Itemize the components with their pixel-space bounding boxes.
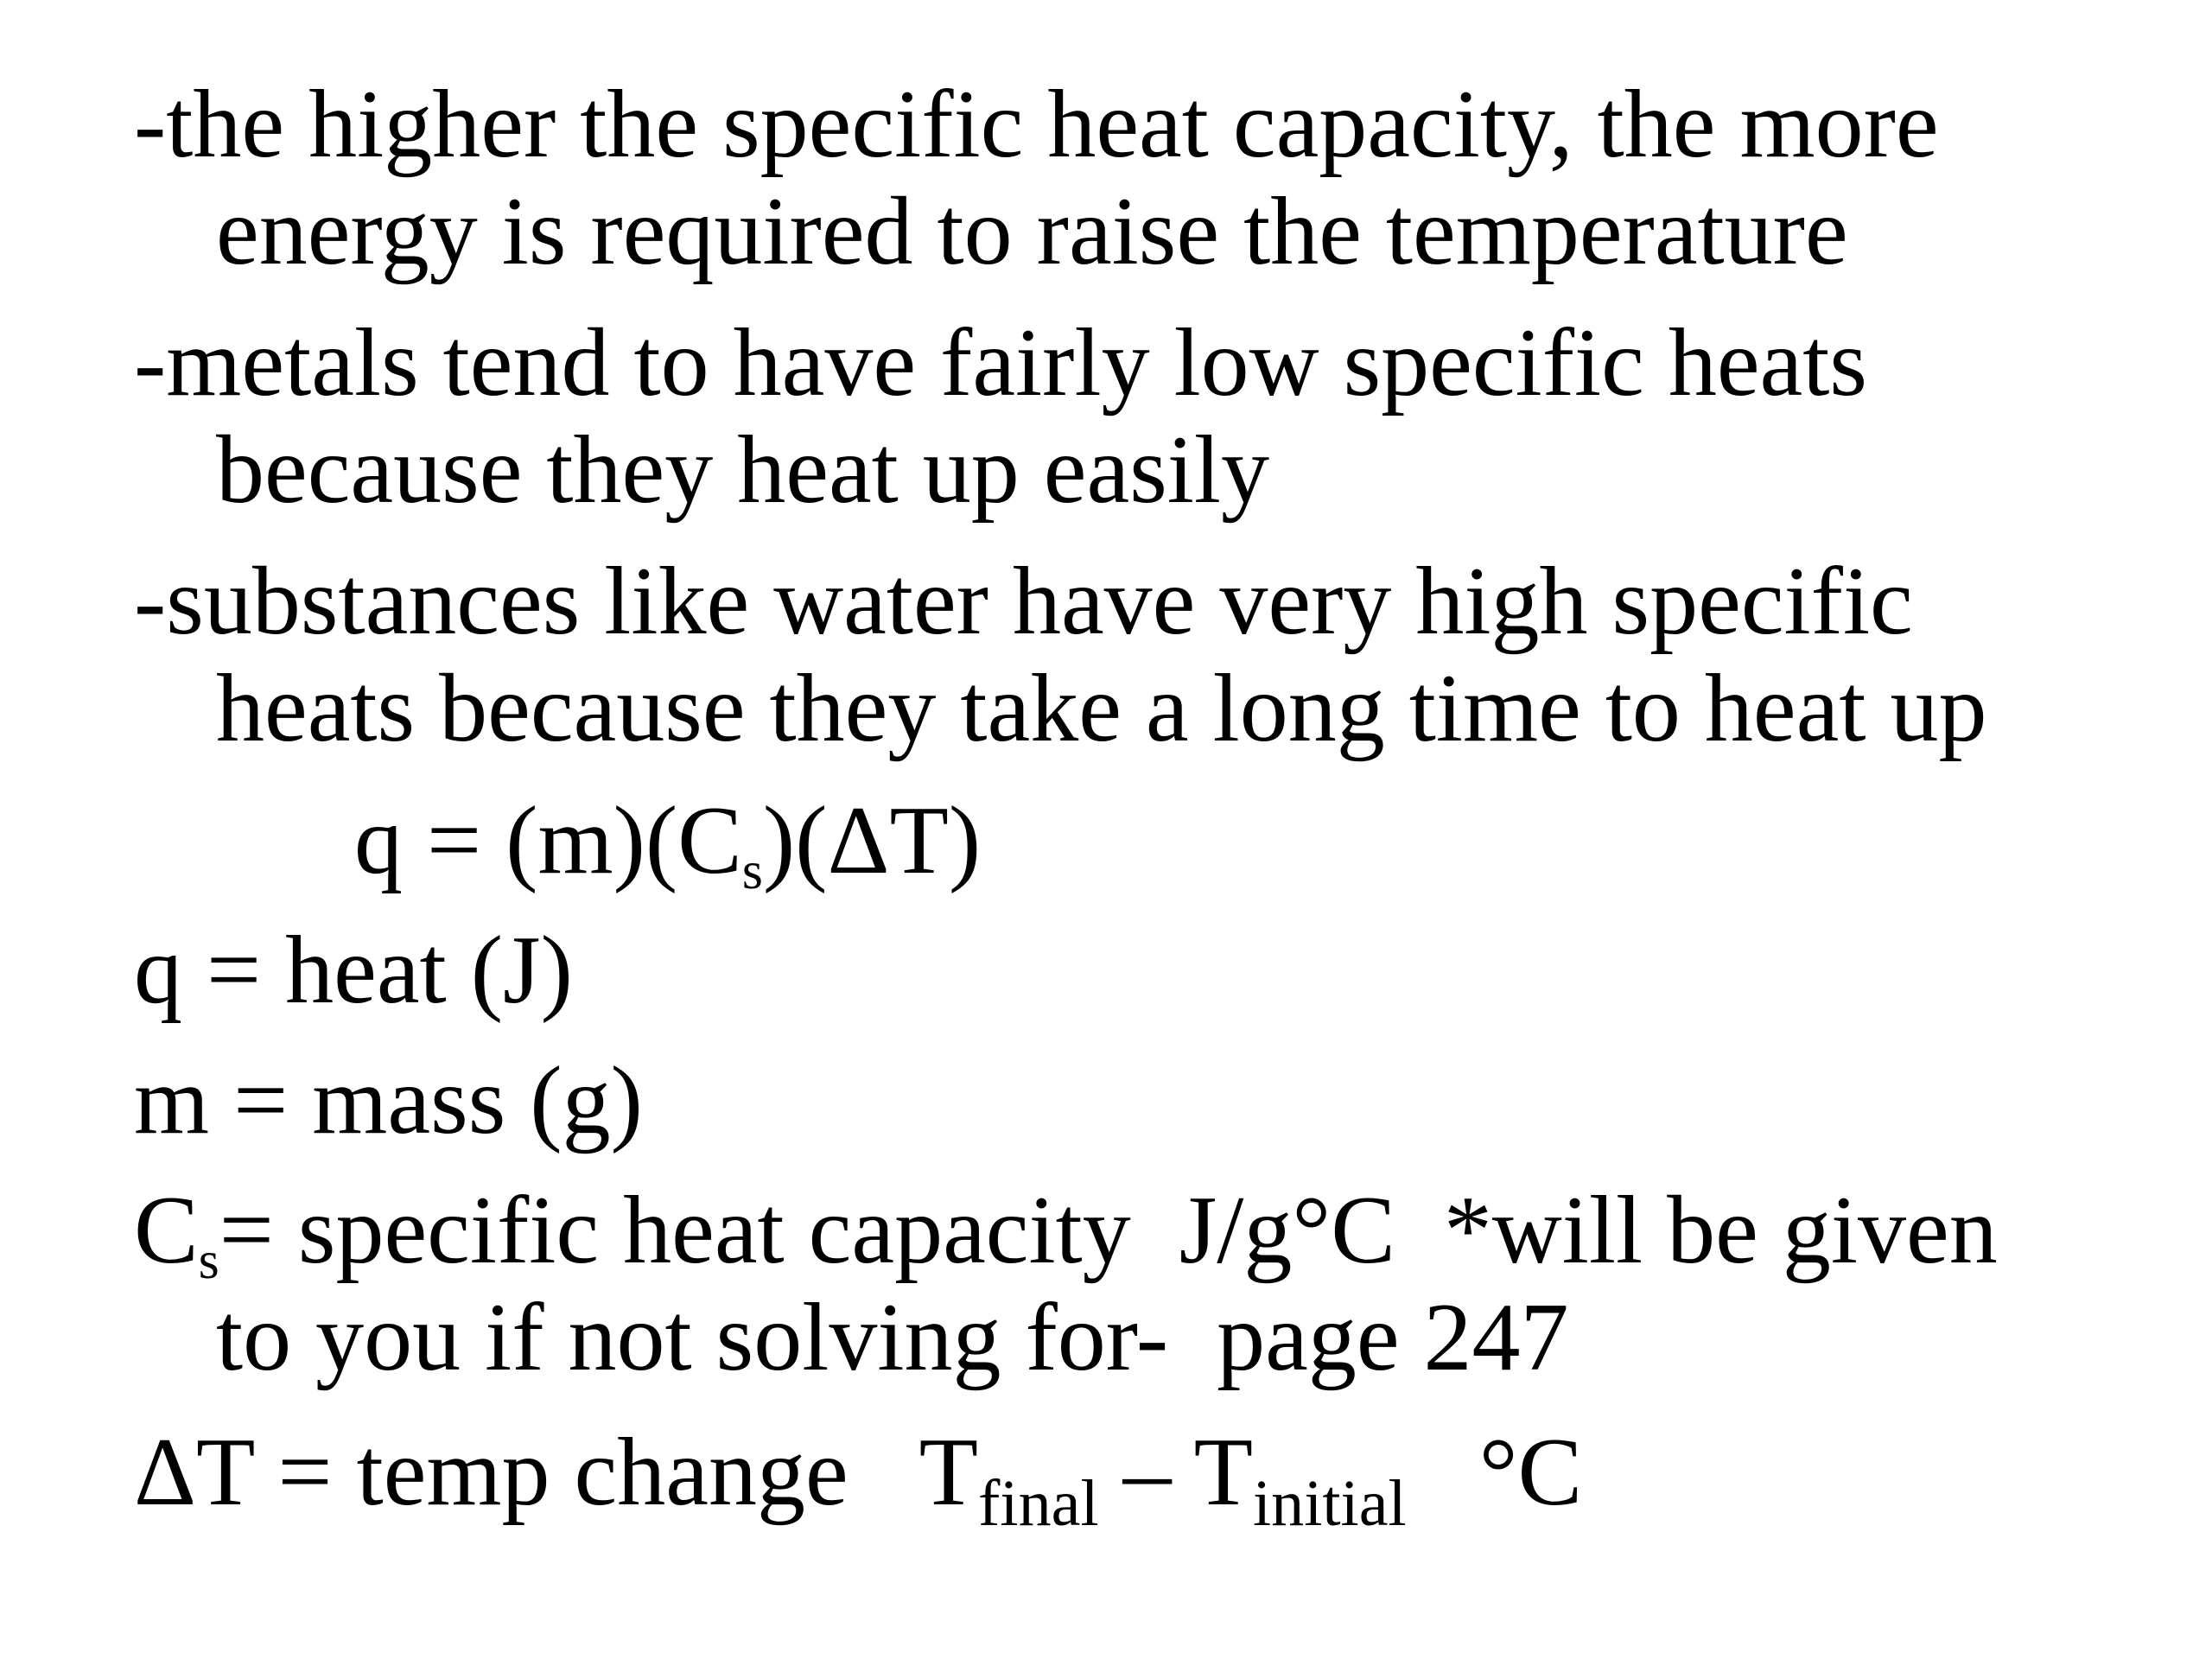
equation-main: q = (m)(C — [354, 787, 742, 894]
dt-main: ΔT = temp change T — [134, 1419, 979, 1526]
heat-equation — [354, 787, 982, 901]
definition-m: m = mass (g) — [134, 1047, 643, 1154]
cs-symbol: C — [134, 1177, 199, 1284]
bullet-2-line-1: -metals tend to have fairly low specific heats — [134, 309, 1867, 416]
equation-tail: )(ΔT) — [762, 787, 982, 894]
dt-unit: °C — [1406, 1419, 1583, 1526]
bullet-1-line-1: -the higher the specific heat capacity, the more — [134, 71, 1939, 178]
definition-cs-continuation: to you if not solving for- page 247 — [216, 1284, 1569, 1391]
definition-delta-t — [134, 1419, 1583, 1541]
bullet-2-line-2: because they heat up easily — [216, 416, 1270, 524]
dt-minus: – T — [1098, 1419, 1253, 1526]
equation-subscript: s — [741, 842, 763, 901]
dt-subscript-initial: initial — [1253, 1467, 1407, 1541]
definition-q: q = heat (J) — [134, 917, 573, 1024]
bullet-1-line-2: energy is required to raise the temperature — [216, 178, 1848, 285]
bullet-3-line-1: -substances like water have very high specific — [134, 548, 1913, 655]
cs-subscript: s — [198, 1231, 219, 1291]
definition-cs — [134, 1177, 1998, 1291]
bullet-3-line-2: heats because they take a long time to heat up — [216, 655, 1987, 762]
dt-subscript-final: final — [978, 1467, 1099, 1541]
cs-text: = specific heat capacity J/g°C *will be given — [219, 1177, 1998, 1284]
